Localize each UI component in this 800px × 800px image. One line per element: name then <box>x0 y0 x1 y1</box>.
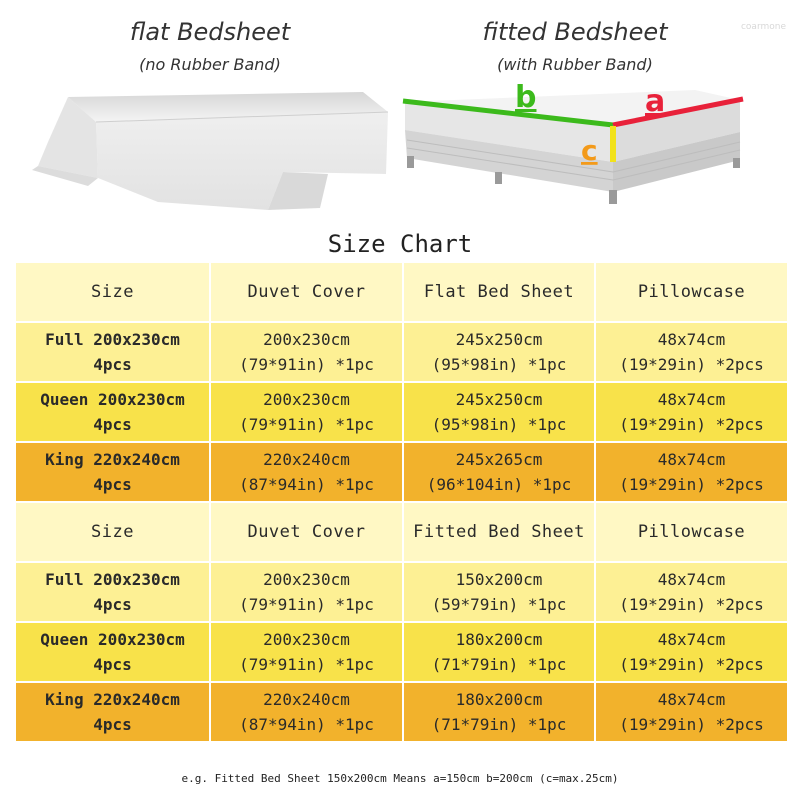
watermark: coarmone <box>740 22 786 32</box>
table-row <box>15 442 788 502</box>
size-chart-title: Size Chart <box>327 230 473 258</box>
sheet-cell: 245x250cm (95*98in) *1pc <box>403 382 595 442</box>
label-b: b <box>515 80 537 115</box>
pillow-cell: 48x74cm (19*29in) *2pcs <box>595 622 788 682</box>
fitted-bedsheet-title: fitted Bedsheet <box>482 18 668 46</box>
duvet-cell: 200x230cm (79*91in) *1pc <box>210 622 403 682</box>
table-row <box>15 322 788 382</box>
pillow-cell: 48x74cm (19*29in) *2pcs <box>595 382 788 442</box>
duvet-cell: 200x230cm (79*91in) *1pc <box>210 562 403 622</box>
sheet-cell: 180x200cm (71*79in) *1pc <box>403 622 595 682</box>
size-cell: King 220x240cm 4pcs <box>15 682 210 742</box>
duvet-cell: 220x240cm (87*94in) *1pc <box>210 442 403 502</box>
flat-bedsheet-title: flat Bedsheet <box>129 18 291 46</box>
header-pillowcase: Pillowcase <box>595 502 788 562</box>
size-cell: Queen 200x230cm 4pcs <box>15 382 210 442</box>
duvet-cell: 200x230cm (79*91in) *1pc <box>210 322 403 382</box>
table-header-row <box>15 262 788 322</box>
size-cell: King 220x240cm 4pcs <box>15 442 210 502</box>
sheet-cell: 245x265cm (96*104in) *1pc <box>403 442 595 502</box>
pillow-cell: 48x74cm (19*29in) *2pcs <box>595 682 788 742</box>
table-row <box>15 382 788 442</box>
duvet-cell: 200x230cm (79*91in) *1pc <box>210 382 403 442</box>
table-row <box>15 562 788 622</box>
header-flat-bed-sheet: Flat Bed Sheet <box>403 262 595 322</box>
size-cell: Full 200x230cm 4pcs <box>15 562 210 622</box>
flat-bedsheet-image <box>28 82 398 212</box>
table-header-row <box>15 502 788 562</box>
header-size: Size <box>15 502 210 562</box>
sheet-cell: 180x200cm (71*79in) *1pc <box>403 682 595 742</box>
label-a: a <box>645 84 666 119</box>
header-pillowcase: Pillowcase <box>595 262 788 322</box>
footnote: e.g. Fitted Bed Sheet 150x200cm Means a=150cm b=200cm (c=max.25cm) <box>181 772 619 785</box>
header-fitted-bed-sheet: Fitted Bed Sheet <box>403 502 595 562</box>
fitted-bedsheet-subtitle: (with Rubber Band) <box>497 55 653 74</box>
header-duvet-cover: Duvet Cover <box>210 502 403 562</box>
pillow-cell: 48x74cm (19*29in) *2pcs <box>595 322 788 382</box>
header-duvet-cover: Duvet Cover <box>210 262 403 322</box>
pillow-cell: 48x74cm (19*29in) *2pcs <box>595 562 788 622</box>
size-cell: Queen 200x230cm 4pcs <box>15 622 210 682</box>
pillow-cell: 48x74cm (19*29in) *2pcs <box>595 442 788 502</box>
duvet-cell: 220x240cm (87*94in) *1pc <box>210 682 403 742</box>
sheet-cell: 245x250cm (95*98in) *1pc <box>403 322 595 382</box>
size-chart-table <box>14 261 789 743</box>
sheet-cell: 150x200cm (59*79in) *1pc <box>403 562 595 622</box>
flat-bedsheet-subtitle: (no Rubber Band) <box>139 55 281 74</box>
table-row <box>15 622 788 682</box>
table-row <box>15 682 788 742</box>
size-cell: Full 200x230cm 4pcs <box>15 322 210 382</box>
header-size: Size <box>15 262 210 322</box>
label-c: c <box>581 134 598 167</box>
fitted-bedsheet-image <box>395 80 755 210</box>
